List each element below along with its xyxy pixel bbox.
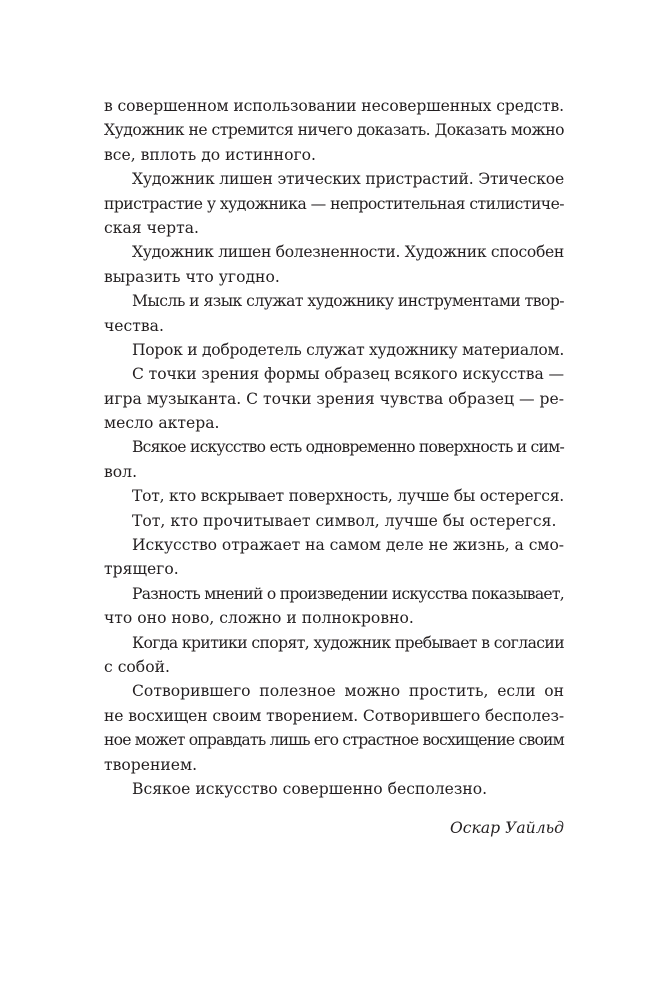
text-line: чества.	[104, 316, 164, 335]
paragraph-first-line: Всякое искусство совершенно бесполезно.	[132, 779, 488, 798]
text-line: ное может оправдать лишь его страстное восхищение своим	[104, 731, 564, 750]
text-line: вол.	[104, 462, 138, 481]
paragraph-first-line: Искусство отражает на самом деле не жизнь, а смо-	[132, 536, 564, 555]
paragraph-first-line: Порок и добродетель служат художнику материалом.	[132, 340, 564, 359]
book-page-text	[104, 94, 564, 801]
paragraph-first-line: Разность мнений о произведении искусства показывает,	[132, 584, 564, 603]
paragraph-first-line: Мысль и язык служат художнику инструментами твор-	[132, 292, 564, 311]
paragraph-first-line: Художник лишен этических пристрастий. Этическое	[132, 170, 564, 189]
paragraph-first-line: Художник лишен болезненности. Художник способен	[132, 243, 564, 262]
paragraph-first-line: Тот, кто вскрывает поверхность, лучше бы остерегся.	[132, 487, 564, 506]
paragraph-first-line: С точки зрения формы образец всякого искусства —	[132, 365, 564, 384]
text-line: месло актера.	[104, 414, 220, 433]
text-line: все, вплоть до истинного.	[104, 145, 316, 164]
text-line: творением.	[104, 755, 198, 774]
text-line: игра музыканта. С точки зрения чувства образец — ре-	[104, 389, 564, 408]
paragraph-first-line: Когда критики спорят, художник пребывает в согласии	[132, 633, 564, 652]
text-line: с собой.	[104, 657, 170, 676]
paragraph-first-line: Тот, кто прочитывает символ, лучше бы остерегся.	[132, 511, 557, 530]
text-line: пристрастие у художника — непростительная стилистиче-	[104, 194, 564, 213]
text-line: Художник не стремится ничего доказать. Доказать можно	[104, 121, 564, 140]
paragraph-first-line: Всякое искусство есть одновременно поверхность и сим-	[132, 438, 564, 457]
text-line: что оно ново, сложно и полнокровно.	[104, 609, 414, 628]
author-signature: Оскар Уайльд	[450, 819, 564, 837]
text-line: выразить что угодно.	[104, 267, 280, 286]
text-line: трящего.	[104, 560, 179, 579]
paragraph-first-line: Сотворившего полезное можно простить, если он	[132, 682, 564, 701]
text-line: в совершенном использовании несовершенных средств.	[104, 97, 564, 115]
text-line: не восхищен своим творением. Сотворившего бесполез-	[104, 706, 565, 725]
text-line: ская черта.	[104, 218, 199, 237]
